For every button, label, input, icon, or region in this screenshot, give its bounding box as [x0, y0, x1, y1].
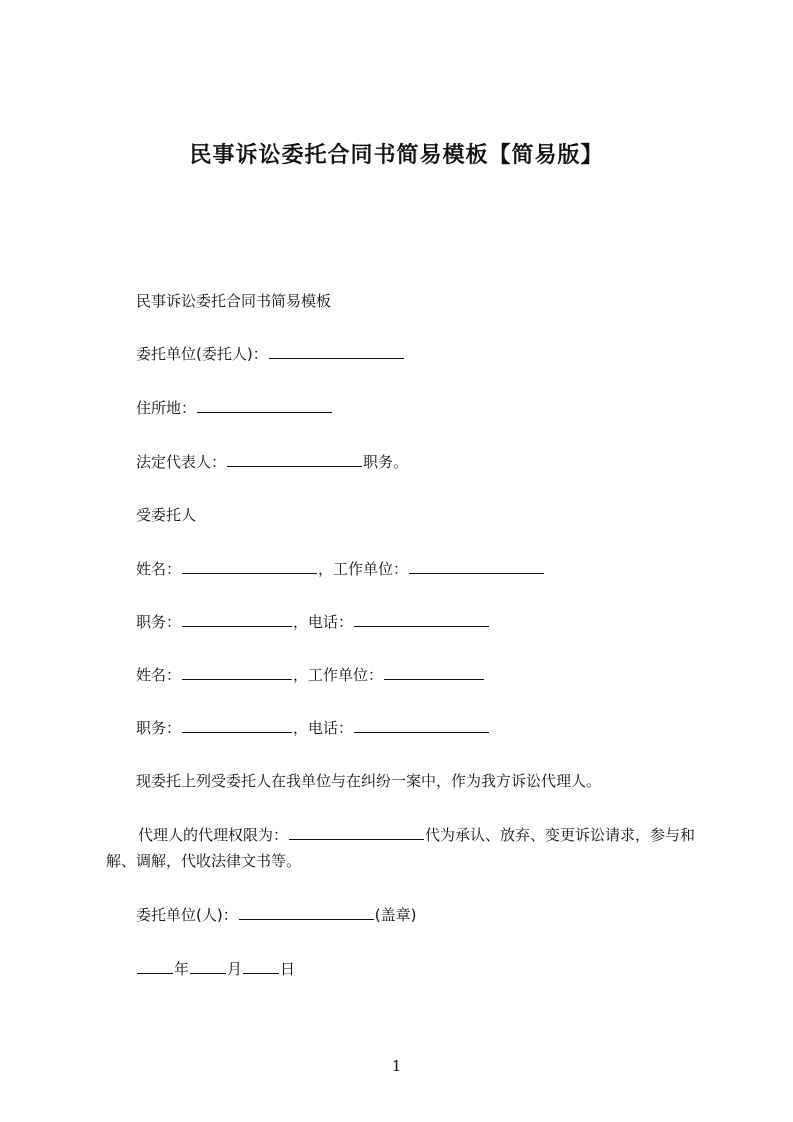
- phone-label: ，电话：: [293, 613, 354, 631]
- day-label: 日: [280, 960, 296, 978]
- entrust-statement: 现委托上列受委托人在我单位与在纠纷一案中，作为我方诉讼代理人。: [136, 772, 602, 790]
- work-unit-label: ，工作单位：: [293, 666, 384, 684]
- month-blank: [190, 957, 226, 974]
- document-title: 民事诉讼委托合同书简易模板【简易版】: [189, 143, 604, 168]
- authority-prefix: 代理人的代理权限为：: [138, 826, 289, 844]
- position-blank: [182, 610, 292, 627]
- date-row: [136, 957, 295, 980]
- client-unit-blank: [269, 342, 404, 359]
- trustee-1-name-row: [136, 557, 545, 580]
- legal-rep-blank: [227, 450, 362, 467]
- month-label: 月: [227, 960, 243, 978]
- name-label: 姓名：: [136, 666, 182, 684]
- authority-text: 代为承认、放弃、变更诉讼请求，参与和解、调解，代收法律文书等。: [106, 826, 696, 870]
- client-unit-row: [136, 342, 405, 365]
- trustee-heading: 受委托人: [136, 506, 197, 524]
- legal-rep-suffix: 职务。: [363, 453, 409, 471]
- sign-row: [136, 903, 416, 926]
- year-blank: [137, 957, 173, 974]
- address-blank: [197, 396, 332, 413]
- year-label: 年: [174, 960, 190, 978]
- trustee-2-position-row: [136, 716, 490, 739]
- seal-label: (盖章): [374, 906, 417, 924]
- position-label: 职务：: [136, 613, 182, 631]
- legal-rep-row: [136, 450, 408, 473]
- legal-rep-label: 法定代表人：: [136, 453, 227, 471]
- position-label: 职务：: [136, 719, 182, 737]
- day-blank: [243, 957, 279, 974]
- address-row: [136, 396, 333, 419]
- position-blank: [182, 716, 292, 733]
- trustee-1-position-row: [136, 610, 490, 633]
- phone-blank: [354, 610, 489, 627]
- page-number: 1: [391, 1057, 402, 1075]
- work-unit-blank: [384, 663, 484, 680]
- authority-paragraph: [106, 822, 706, 874]
- name-blank: [182, 663, 292, 680]
- work-unit-blank: [409, 557, 544, 574]
- name-label: 姓名：: [136, 560, 182, 578]
- sign-blank: [239, 903, 374, 920]
- phone-blank: [354, 716, 489, 733]
- document-subtitle: 民事诉讼委托合同书简易模板: [136, 292, 332, 310]
- name-blank: [182, 557, 317, 574]
- phone-label: ，电话：: [293, 719, 354, 737]
- address-label: 住所地：: [136, 399, 197, 417]
- authority-blank: [289, 823, 424, 840]
- trustee-2-name-row: [136, 663, 485, 686]
- work-unit-label: ，工作单位：: [318, 560, 409, 578]
- sign-label: 委托单位(人)：: [136, 906, 238, 924]
- client-unit-label: 委托单位(委托人)：: [136, 345, 268, 363]
